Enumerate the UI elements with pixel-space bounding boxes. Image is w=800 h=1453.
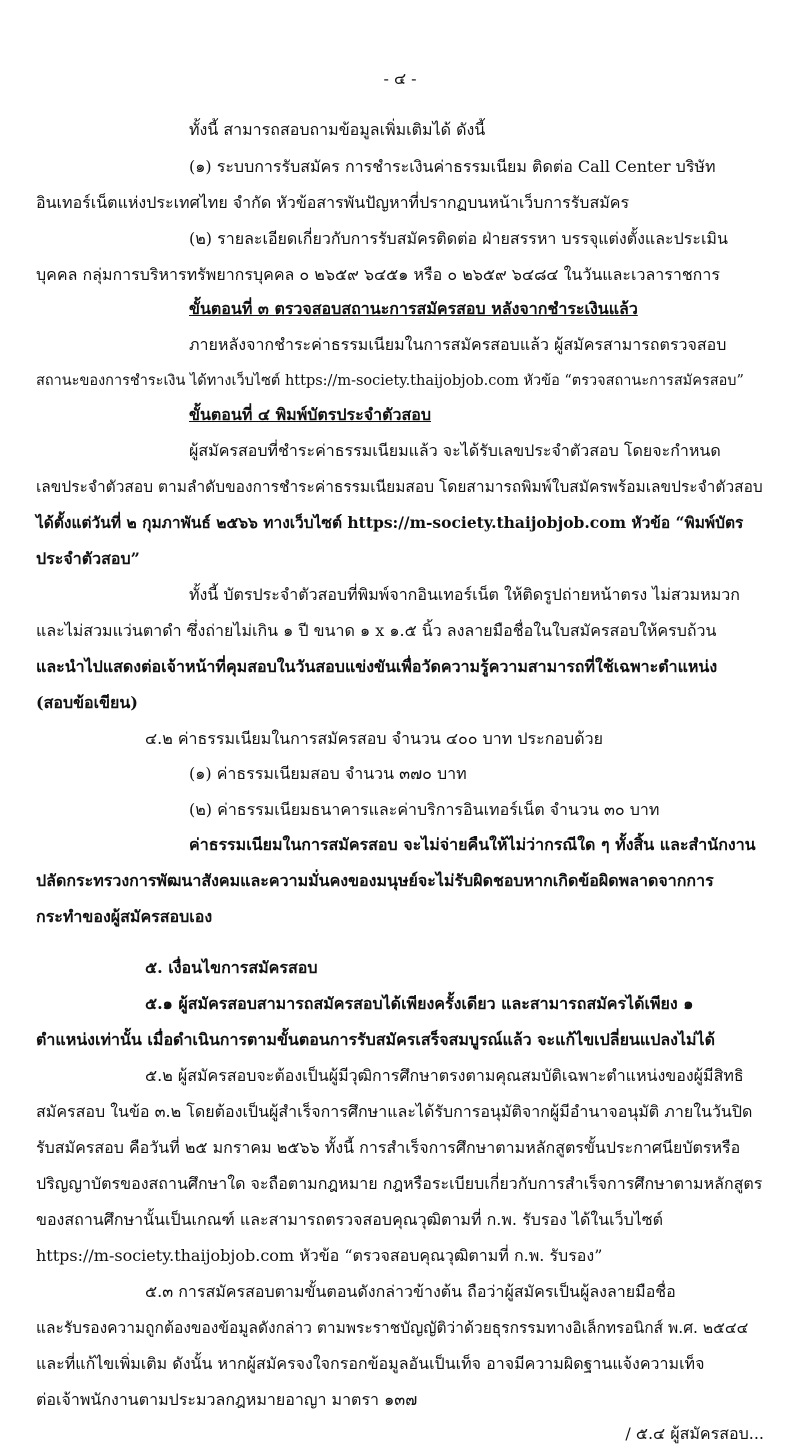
text-line: ปลัดกระทรวงการพัฒนาสังคมและความมั่นคงของมนุษย์จะไม่รับผิดชอบหากเกิดข้อผิดพลาดจากการ	[36, 871, 714, 890]
text-line: ๕.๑ ผู้สมัครสอบสามารถสมัครสอบได้เพียงครั้งเดียว และสามารถสมัครได้เพียง ๑	[145, 994, 694, 1013]
section-heading-5: ๕. เงื่อนไขการสมัครสอบ	[145, 958, 318, 977]
text-line: ได้ตั้งแต่วันที่ ๒ กุมภาพันธ์ ๒๕๖๖ ทางเว็บไซต์ https://m-society.thaijobjob.com หัวข้อ “พิมพ์บัตร	[36, 513, 744, 532]
text-line: (๑) ค่าธรรมเนียมสอบ จำนวน ๓๗๐ บาท	[189, 764, 467, 783]
text-line: (๒) ค่าธรรมเนียมธนาคารและค่าบริการอินเทอร์เน็ต จำนวน ๓๐ บาท	[189, 800, 660, 819]
text-line: กระทำของผู้สมัครสอบเอง	[36, 907, 213, 926]
text-line: และนำไปแสดงต่อเจ้าหน้าที่คุมสอบในวันสอบแข่งขันเพื่อวัดความรู้ความสามารถที่ใช้เฉพาะตำแหน่ง	[36, 657, 718, 676]
text-line: ทั้งนี้ สามารถสอบถามข้อมูลเพิ่มเติมได้ ดังนี้	[189, 120, 486, 139]
section-heading-step-4: ขั้นตอนที่ ๔ พิมพ์บัตรประจำตัวสอบ	[189, 405, 431, 424]
text-line: ปริญญาบัตรของสถานศึกษาใด จะถือตามกฎหมาย กฎหรือระเบียบเกี่ยวกับการสำเร็จการศึกษาตามหลักสูตร	[36, 1174, 763, 1193]
text-line: ตำแหน่งเท่านั้น เมื่อดำเนินการตามขั้นตอนการรับสมัครเสร็จสมบูรณ์แล้ว จะแก้ไขเปลี่ยนแปลงไม่ได้	[36, 1030, 715, 1049]
text-line: (๑) ระบบการรับสมัคร การชำระเงินค่าธรรมเนียม ติดต่อ Call Center บริษัท	[189, 157, 716, 176]
text-line: เลขประจำตัวสอบ ตามลำดับของการชำระค่าธรรมเนียมสอบ โดยสามารถพิมพ์ใบสมัครพร้อมเลขประจำตัวสอบ	[36, 478, 763, 496]
text-line: และที่แก้ไขเพิ่มเติม ดังนั้น หากผู้สมัครจงใจกรอกข้อมูลอันเป็นเท็จ อาจมีความผิดฐานแจ้งความเท็จ	[36, 1354, 705, 1373]
text-line: สถานะของการชำระเงิน ได้ทางเว็บไซต์ https://m-society.thaijobjob.com หัวข้อ “ตรวจสถานะการสมัครสอบ”	[36, 373, 744, 389]
text-line: และรับรองความถูกต้องของข้อมูลดังกล่าว ตามพระราชบัญญัติว่าด้วยธุรกรรมทางอิเล็กทรอนิกส์ พ.ศ. ๒๕๔๔	[36, 1319, 749, 1337]
text-line: (๒) รายละเอียดเกี่ยวกับการรับสมัครติดต่อ ฝ่ายสรรหา บรรจุแต่งตั้งและประเมิน	[189, 229, 728, 248]
continuation-footer: / ๕.๔ ผู้สมัครสอบ...	[625, 1424, 764, 1443]
text-line: อินเทอร์เน็ตแห่งประเทศไทย จำกัด หัวข้อสารพันปัญหาที่ปรากฏบนหน้าเว็บการรับสมัคร	[36, 193, 630, 212]
text-line: และไม่สวมแว่นตาดำ ซึ่งถ่ายไม่เกิน ๑ ปี ขนาด ๑ x ๑.๕ นิ้ว ลงลายมือชื่อในใบสมัครสอบให้ครบถ้วน	[36, 621, 717, 640]
page-number: - ๔ -	[383, 69, 417, 88]
text-line: ต่อเจ้าพนักงานตามประมวลกฎหมายอาญา มาตรา ๑๓๗	[36, 1390, 418, 1409]
text-line: ๕.๒ ผู้สมัครสอบจะต้องเป็นผู้มีวุฒิการศึกษาตรงตามคุณสมบัติเฉพาะตำแหน่งของผู้มีสิทธิ	[145, 1066, 744, 1085]
text-line: ค่าธรรมเนียมในการสมัครสอบ จะไม่จ่ายคืนให้ไม่ว่ากรณีใด ๆ ทั้งสิ้น และสำนักงาน	[189, 835, 756, 854]
text-line: ผู้สมัครสอบที่ชำระค่าธรรมเนียมแล้ว จะได้รับเลขประจำตัวสอบ โดยจะกำหนด	[189, 441, 721, 460]
text-line: รับสมัครสอบ คือวันที่ ๒๕ มกราคม ๒๕๖๖ ทั้งนี้ การสำเร็จการศึกษาตามหลักสูตรขั้นประกาศนียบัตรหรือ	[36, 1138, 741, 1157]
section-heading-step-3: ขั้นตอนที่ ๓ ตรวจสอบสถานะการสมัครสอบ หลังจากชำระเงินแล้ว	[189, 299, 638, 318]
text-line: (สอบข้อเขียน)	[36, 693, 138, 712]
text-line: บุคคล กลุ่มการบริหารทรัพยากรบุคคล ๐ ๒๖๕๙ ๖๔๕๑ หรือ ๐ ๒๖๕๙ ๖๔๘๔ ในวันและเวลาราชการ	[36, 265, 720, 284]
text-line: ประจำตัวสอบ”	[36, 549, 140, 568]
text-line: ภายหลังจากชำระค่าธรรมเนียมในการสมัครสอบแล้ว ผู้สมัครสามารถตรวจสอบ	[189, 335, 727, 354]
text-line: ของสถานศึกษานั้นเป็นเกณฑ์ และสามารถตรวจสอบคุณวุฒิตามที่ ก.พ. รับรอง ได้ในเว็บไซต์	[36, 1210, 664, 1229]
text-line: สมัครสอบ ในข้อ ๓.๒ โดยต้องเป็นผู้สำเร็จการศึกษาและได้รับการอนุมัติจากผู้มีอำนาจอนุมัติ ภายในวันปิด	[36, 1102, 753, 1121]
text-line: ๔.๒ ค่าธรรมเนียมในการสมัครสอบ จำนวน ๔๐๐ บาท ประกอบด้วย	[145, 729, 603, 748]
text-line: ๕.๓ การสมัครสอบตามขั้นตอนดังกล่าวข้างต้น ถือว่าผู้สมัครเป็นผู้ลงลายมือชื่อ	[145, 1282, 676, 1301]
text-line: https://m-society.thaijobjob.com หัวข้อ “ตรวจสอบคุณวุฒิตามที่ ก.พ. รับรอง”	[36, 1246, 603, 1265]
text-line: ทั้งนี้ บัตรประจำตัวสอบที่พิมพ์จากอินเทอร์เน็ต ให้ติดรูปถ่ายหน้าตรง ไม่สวมหมวก	[189, 585, 740, 604]
